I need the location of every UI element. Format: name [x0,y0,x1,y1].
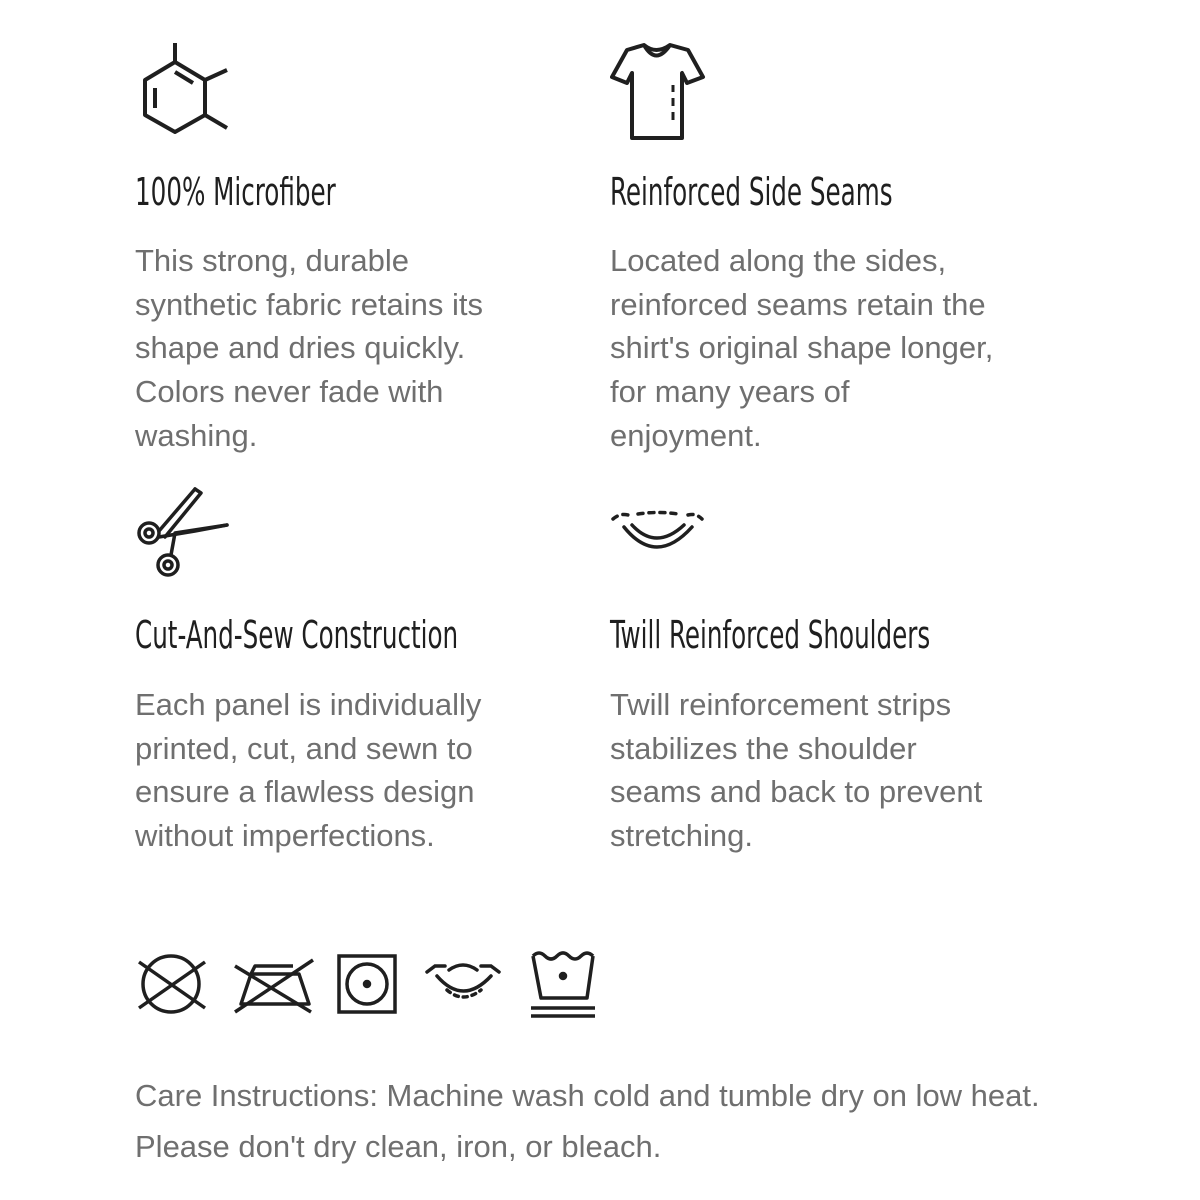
care-instructions: Care Instructions: Machine wash cold and tumble dry on low heat. Please don't dry clean, iron, or bleach. [135,1078,1040,1164]
feature-title: Twill Reinforced Shoulders [610,613,931,657]
scissors-icon [135,487,235,587]
no-iron-icon [231,946,317,1024]
feature-description: This strong, durable synthetic fabric retains its shape and dries quickly. Colors never fade with washing. [135,243,484,453]
care-icons-row [133,946,603,1026]
no-dry-clean-icon [133,946,211,1024]
tumble-dry-low-icon [333,946,399,1024]
feature-title: Reinforced Side Seams [610,170,893,214]
shoulder-seam-icon [610,505,706,555]
tshirt-seam-icon [610,40,710,140]
feature-title: Cut-And-Sew Construction [135,613,459,657]
machine-wash-cold-icon [525,946,603,1026]
no-bleach-icon [423,946,503,1024]
feature-title: 100% Microfiber [135,170,336,214]
feature-description: Twill reinforcement strips stabilizes the shoulder seams and back to prevent stretching. [610,687,983,854]
feature-description: Located along the sides, reinforced seams retain the shirt's original shape longer, for many years of enjoyment. [610,243,994,453]
feature-description: Each panel is individually printed, cut, and sewn to ensure a flawless design without imperfections. [135,687,482,854]
molecule-icon [135,40,235,140]
